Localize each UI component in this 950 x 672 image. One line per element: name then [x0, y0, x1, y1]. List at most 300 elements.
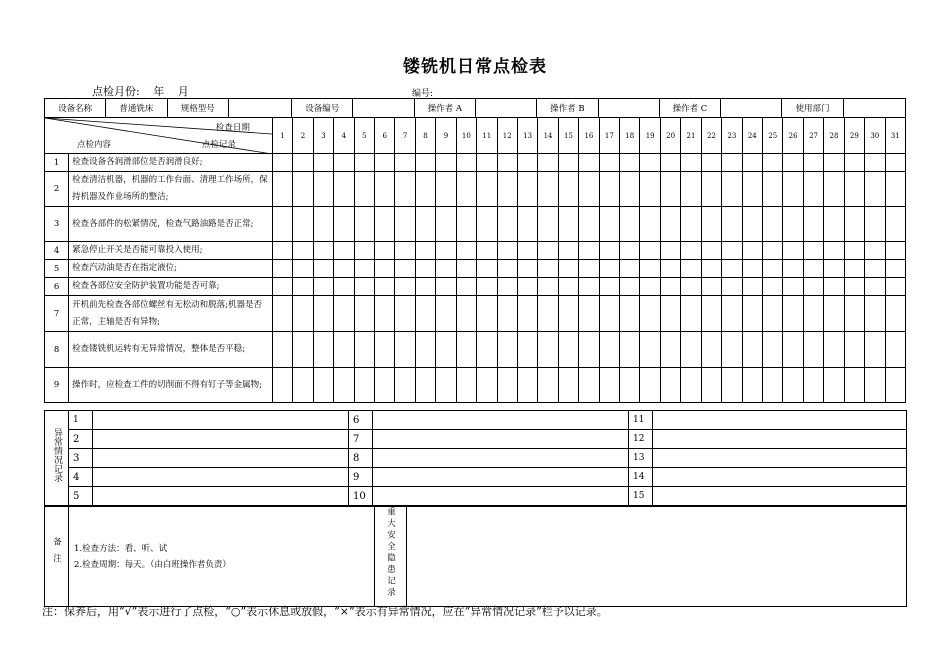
- check-record-cell[interactable]: [762, 172, 782, 207]
- check-record-cell[interactable]: [558, 368, 578, 403]
- check-record-cell[interactable]: [415, 242, 435, 260]
- check-record-cell[interactable]: [354, 172, 374, 207]
- check-record-cell[interactable]: [824, 368, 844, 403]
- check-record-cell[interactable]: [293, 242, 313, 260]
- check-record-cell[interactable]: [762, 368, 782, 403]
- check-record-cell[interactable]: [436, 172, 456, 207]
- check-record-cell[interactable]: [558, 296, 578, 332]
- check-record-cell[interactable]: [272, 368, 292, 403]
- check-record-cell[interactable]: [742, 260, 762, 278]
- check-record-cell[interactable]: [620, 332, 640, 368]
- check-record-cell[interactable]: [313, 332, 333, 368]
- check-record-cell[interactable]: [701, 172, 721, 207]
- check-record-cell[interactable]: [660, 207, 680, 242]
- check-record-cell[interactable]: [456, 260, 476, 278]
- check-record-cell[interactable]: [742, 172, 762, 207]
- check-record-cell[interactable]: [824, 154, 844, 172]
- check-record-cell[interactable]: [415, 260, 435, 278]
- check-record-cell[interactable]: [456, 154, 476, 172]
- check-record-cell[interactable]: [844, 242, 864, 260]
- check-record-cell[interactable]: [701, 242, 721, 260]
- check-record-cell[interactable]: [374, 368, 394, 403]
- check-record-cell[interactable]: [722, 332, 742, 368]
- equipment-name-value[interactable]: 普通铣床: [106, 99, 167, 118]
- check-record-cell[interactable]: [599, 154, 619, 172]
- check-record-cell[interactable]: [803, 242, 823, 260]
- check-record-cell[interactable]: [436, 296, 456, 332]
- check-record-cell[interactable]: [783, 368, 803, 403]
- check-record-cell[interactable]: [681, 278, 701, 296]
- check-record-cell[interactable]: [681, 242, 701, 260]
- check-record-cell[interactable]: [497, 172, 517, 207]
- check-record-cell[interactable]: [374, 296, 394, 332]
- abnormal-record-field[interactable]: [653, 449, 907, 468]
- check-record-cell[interactable]: [415, 296, 435, 332]
- check-record-cell[interactable]: [579, 260, 599, 278]
- check-record-cell[interactable]: [538, 172, 558, 207]
- check-record-cell[interactable]: [803, 154, 823, 172]
- check-record-cell[interactable]: [783, 260, 803, 278]
- check-record-cell[interactable]: [538, 332, 558, 368]
- check-record-cell[interactable]: [783, 154, 803, 172]
- abnormal-record-field[interactable]: [93, 487, 349, 506]
- check-record-cell[interactable]: [579, 368, 599, 403]
- check-record-cell[interactable]: [436, 207, 456, 242]
- check-record-cell[interactable]: [701, 260, 721, 278]
- check-record-cell[interactable]: [844, 296, 864, 332]
- abnormal-record-field[interactable]: [373, 411, 629, 430]
- check-record-cell[interactable]: [599, 296, 619, 332]
- check-record-cell[interactable]: [762, 207, 782, 242]
- check-record-cell[interactable]: [742, 242, 762, 260]
- check-record-cell[interactable]: [742, 332, 762, 368]
- check-record-cell[interactable]: [334, 172, 354, 207]
- department-value[interactable]: [843, 99, 905, 118]
- check-record-cell[interactable]: [374, 278, 394, 296]
- check-record-cell[interactable]: [599, 260, 619, 278]
- check-record-cell[interactable]: [579, 242, 599, 260]
- check-record-cell[interactable]: [599, 207, 619, 242]
- check-record-cell[interactable]: [885, 172, 905, 207]
- check-record-cell[interactable]: [640, 154, 660, 172]
- abnormal-record-field[interactable]: [653, 430, 907, 449]
- check-record-cell[interactable]: [558, 207, 578, 242]
- check-record-cell[interactable]: [803, 332, 823, 368]
- check-record-cell[interactable]: [517, 278, 537, 296]
- check-record-cell[interactable]: [762, 296, 782, 332]
- abnormal-record-field[interactable]: [373, 430, 629, 449]
- check-record-cell[interactable]: [272, 172, 292, 207]
- check-record-cell[interactable]: [742, 154, 762, 172]
- check-record-cell[interactable]: [313, 278, 333, 296]
- check-record-cell[interactable]: [374, 332, 394, 368]
- abnormal-record-field[interactable]: [653, 468, 907, 487]
- check-record-cell[interactable]: [824, 242, 844, 260]
- check-record-cell[interactable]: [640, 242, 660, 260]
- check-record-cell[interactable]: [497, 278, 517, 296]
- check-record-cell[interactable]: [354, 242, 374, 260]
- check-record-cell[interactable]: [865, 260, 885, 278]
- check-record-cell[interactable]: [865, 242, 885, 260]
- check-record-cell[interactable]: [517, 172, 537, 207]
- check-record-cell[interactable]: [374, 242, 394, 260]
- check-record-cell[interactable]: [844, 332, 864, 368]
- check-record-cell[interactable]: [538, 296, 558, 332]
- check-record-cell[interactable]: [783, 278, 803, 296]
- abnormal-record-field[interactable]: [93, 449, 349, 468]
- check-record-cell[interactable]: [803, 368, 823, 403]
- check-record-cell[interactable]: [701, 154, 721, 172]
- check-record-cell[interactable]: [640, 296, 660, 332]
- check-record-cell[interactable]: [742, 368, 762, 403]
- check-record-cell[interactable]: [844, 278, 864, 296]
- check-record-cell[interactable]: [762, 260, 782, 278]
- check-record-cell[interactable]: [844, 172, 864, 207]
- check-record-cell[interactable]: [477, 296, 497, 332]
- check-record-cell[interactable]: [395, 368, 415, 403]
- check-record-cell[interactable]: [374, 172, 394, 207]
- check-record-cell[interactable]: [660, 154, 680, 172]
- check-record-cell[interactable]: [701, 296, 721, 332]
- abnormal-record-field[interactable]: [93, 411, 349, 430]
- check-record-cell[interactable]: [415, 332, 435, 368]
- check-record-cell[interactable]: [762, 278, 782, 296]
- check-record-cell[interactable]: [722, 296, 742, 332]
- check-record-cell[interactable]: [640, 260, 660, 278]
- check-record-cell[interactable]: [579, 172, 599, 207]
- check-record-cell[interactable]: [395, 154, 415, 172]
- check-record-cell[interactable]: [701, 368, 721, 403]
- check-record-cell[interactable]: [497, 154, 517, 172]
- check-record-cell[interactable]: [293, 260, 313, 278]
- check-record-cell[interactable]: [742, 278, 762, 296]
- check-record-cell[interactable]: [415, 154, 435, 172]
- check-record-cell[interactable]: [293, 368, 313, 403]
- check-record-cell[interactable]: [681, 172, 701, 207]
- check-record-cell[interactable]: [579, 278, 599, 296]
- check-record-cell[interactable]: [477, 242, 497, 260]
- check-record-cell[interactable]: [783, 172, 803, 207]
- check-record-cell[interactable]: [293, 332, 313, 368]
- check-record-cell[interactable]: [885, 368, 905, 403]
- check-record-cell[interactable]: [334, 368, 354, 403]
- check-record-cell[interactable]: [293, 296, 313, 332]
- check-record-cell[interactable]: [374, 154, 394, 172]
- check-record-cell[interactable]: [354, 296, 374, 332]
- abnormal-record-field[interactable]: [653, 487, 907, 506]
- check-record-cell[interactable]: [517, 332, 537, 368]
- check-record-cell[interactable]: [885, 278, 905, 296]
- check-record-cell[interactable]: [824, 207, 844, 242]
- check-record-cell[interactable]: [354, 260, 374, 278]
- check-record-cell[interactable]: [681, 332, 701, 368]
- check-record-cell[interactable]: [681, 368, 701, 403]
- check-record-cell[interactable]: [354, 154, 374, 172]
- check-record-cell[interactable]: [783, 207, 803, 242]
- check-record-cell[interactable]: [620, 278, 640, 296]
- check-record-cell[interactable]: [538, 154, 558, 172]
- check-record-cell[interactable]: [660, 332, 680, 368]
- check-record-cell[interactable]: [660, 242, 680, 260]
- check-record-cell[interactable]: [660, 260, 680, 278]
- check-record-cell[interactable]: [456, 172, 476, 207]
- check-record-cell[interactable]: [640, 368, 660, 403]
- check-record-cell[interactable]: [701, 278, 721, 296]
- check-record-cell[interactable]: [824, 172, 844, 207]
- check-record-cell[interactable]: [497, 296, 517, 332]
- check-record-cell[interactable]: [497, 368, 517, 403]
- check-record-cell[interactable]: [334, 332, 354, 368]
- check-record-cell[interactable]: [844, 260, 864, 278]
- check-record-cell[interactable]: [640, 332, 660, 368]
- check-record-cell[interactable]: [722, 278, 742, 296]
- abnormal-record-field[interactable]: [373, 487, 629, 506]
- check-record-cell[interactable]: [334, 242, 354, 260]
- check-record-cell[interactable]: [660, 368, 680, 403]
- check-record-cell[interactable]: [579, 207, 599, 242]
- check-record-cell[interactable]: [803, 207, 823, 242]
- check-record-cell[interactable]: [865, 296, 885, 332]
- check-record-cell[interactable]: [865, 278, 885, 296]
- check-record-cell[interactable]: [599, 242, 619, 260]
- check-record-cell[interactable]: [272, 260, 292, 278]
- check-record-cell[interactable]: [313, 296, 333, 332]
- check-record-cell[interactable]: [354, 207, 374, 242]
- check-record-cell[interactable]: [517, 242, 537, 260]
- check-record-cell[interactable]: [415, 207, 435, 242]
- check-record-cell[interactable]: [415, 172, 435, 207]
- check-record-cell[interactable]: [803, 278, 823, 296]
- check-record-cell[interactable]: [803, 172, 823, 207]
- abnormal-record-field[interactable]: [93, 430, 349, 449]
- check-record-cell[interactable]: [436, 242, 456, 260]
- check-record-cell[interactable]: [599, 278, 619, 296]
- check-record-cell[interactable]: [885, 207, 905, 242]
- check-record-cell[interactable]: [783, 296, 803, 332]
- check-record-cell[interactable]: [865, 368, 885, 403]
- check-record-cell[interactable]: [313, 172, 333, 207]
- check-record-cell[interactable]: [538, 207, 558, 242]
- check-record-cell[interactable]: [436, 154, 456, 172]
- check-record-cell[interactable]: [824, 278, 844, 296]
- check-record-cell[interactable]: [313, 260, 333, 278]
- check-record-cell[interactable]: [456, 296, 476, 332]
- check-record-cell[interactable]: [436, 368, 456, 403]
- check-record-cell[interactable]: [497, 332, 517, 368]
- check-record-cell[interactable]: [334, 207, 354, 242]
- check-record-cell[interactable]: [885, 154, 905, 172]
- check-record-cell[interactable]: [395, 260, 415, 278]
- check-record-cell[interactable]: [660, 278, 680, 296]
- check-record-cell[interactable]: [762, 242, 782, 260]
- check-record-cell[interactable]: [415, 368, 435, 403]
- abnormal-record-field[interactable]: [373, 449, 629, 468]
- check-record-cell[interactable]: [579, 332, 599, 368]
- check-record-cell[interactable]: [477, 260, 497, 278]
- check-record-cell[interactable]: [681, 260, 701, 278]
- check-record-cell[interactable]: [538, 278, 558, 296]
- check-record-cell[interactable]: [293, 278, 313, 296]
- check-record-cell[interactable]: [620, 296, 640, 332]
- check-record-cell[interactable]: [538, 242, 558, 260]
- check-record-cell[interactable]: [517, 368, 537, 403]
- check-record-cell[interactable]: [762, 332, 782, 368]
- check-record-cell[interactable]: [477, 207, 497, 242]
- check-record-cell[interactable]: [517, 154, 537, 172]
- check-record-cell[interactable]: [538, 368, 558, 403]
- check-record-cell[interactable]: [722, 172, 742, 207]
- check-record-cell[interactable]: [660, 296, 680, 332]
- check-record-cell[interactable]: [272, 332, 292, 368]
- check-record-cell[interactable]: [742, 207, 762, 242]
- check-record-cell[interactable]: [579, 154, 599, 172]
- check-record-cell[interactable]: [579, 296, 599, 332]
- check-record-cell[interactable]: [293, 154, 313, 172]
- abnormal-record-field[interactable]: [373, 468, 629, 487]
- check-record-cell[interactable]: [272, 242, 292, 260]
- check-record-cell[interactable]: [865, 154, 885, 172]
- check-record-cell[interactable]: [803, 260, 823, 278]
- check-record-cell[interactable]: [722, 242, 742, 260]
- check-record-cell[interactable]: [783, 332, 803, 368]
- check-record-cell[interactable]: [477, 172, 497, 207]
- check-record-cell[interactable]: [517, 260, 537, 278]
- check-record-cell[interactable]: [374, 260, 394, 278]
- check-record-cell[interactable]: [354, 278, 374, 296]
- check-record-cell[interactable]: [517, 207, 537, 242]
- check-record-cell[interactable]: [701, 207, 721, 242]
- check-record-cell[interactable]: [620, 260, 640, 278]
- check-record-cell[interactable]: [374, 207, 394, 242]
- check-record-cell[interactable]: [456, 278, 476, 296]
- check-record-cell[interactable]: [354, 368, 374, 403]
- check-record-cell[interactable]: [885, 260, 905, 278]
- check-record-cell[interactable]: [844, 207, 864, 242]
- check-record-cell[interactable]: [824, 260, 844, 278]
- check-record-cell[interactable]: [538, 260, 558, 278]
- model-value[interactable]: [228, 99, 291, 118]
- check-record-cell[interactable]: [334, 260, 354, 278]
- check-record-cell[interactable]: [742, 296, 762, 332]
- check-record-cell[interactable]: [395, 278, 415, 296]
- check-record-cell[interactable]: [456, 368, 476, 403]
- check-record-cell[interactable]: [824, 296, 844, 332]
- abnormal-record-field[interactable]: [93, 468, 349, 487]
- check-record-cell[interactable]: [272, 296, 292, 332]
- check-record-cell[interactable]: [620, 154, 640, 172]
- equipment-no-value[interactable]: [353, 99, 414, 118]
- check-record-cell[interactable]: [558, 154, 578, 172]
- check-record-cell[interactable]: [558, 260, 578, 278]
- check-record-cell[interactable]: [272, 207, 292, 242]
- check-record-cell[interactable]: [783, 242, 803, 260]
- check-record-cell[interactable]: [558, 332, 578, 368]
- check-record-cell[interactable]: [885, 296, 905, 332]
- check-record-cell[interactable]: [844, 368, 864, 403]
- check-record-cell[interactable]: [722, 260, 742, 278]
- operator-c-value[interactable]: [721, 99, 782, 118]
- check-record-cell[interactable]: [885, 332, 905, 368]
- check-record-cell[interactable]: [722, 368, 742, 403]
- check-record-cell[interactable]: [640, 278, 660, 296]
- check-record-cell[interactable]: [701, 332, 721, 368]
- check-record-cell[interactable]: [640, 207, 660, 242]
- check-record-cell[interactable]: [395, 207, 415, 242]
- hazard-record-field[interactable]: [407, 507, 907, 607]
- check-record-cell[interactable]: [620, 242, 640, 260]
- check-record-cell[interactable]: [334, 296, 354, 332]
- check-record-cell[interactable]: [824, 332, 844, 368]
- check-record-cell[interactable]: [558, 242, 578, 260]
- check-record-cell[interactable]: [558, 172, 578, 207]
- check-record-cell[interactable]: [517, 296, 537, 332]
- check-record-cell[interactable]: [456, 332, 476, 368]
- abnormal-record-field[interactable]: [653, 411, 907, 430]
- check-record-cell[interactable]: [313, 242, 333, 260]
- check-record-cell[interactable]: [497, 242, 517, 260]
- check-record-cell[interactable]: [334, 278, 354, 296]
- check-record-cell[interactable]: [456, 242, 476, 260]
- check-record-cell[interactable]: [436, 332, 456, 368]
- check-record-cell[interactable]: [456, 207, 476, 242]
- operator-b-value[interactable]: [598, 99, 659, 118]
- check-record-cell[interactable]: [865, 172, 885, 207]
- check-record-cell[interactable]: [497, 207, 517, 242]
- check-record-cell[interactable]: [313, 368, 333, 403]
- check-record-cell[interactable]: [599, 368, 619, 403]
- operator-a-value[interactable]: [475, 99, 536, 118]
- check-record-cell[interactable]: [354, 332, 374, 368]
- check-record-cell[interactable]: [681, 154, 701, 172]
- check-record-cell[interactable]: [436, 260, 456, 278]
- check-record-cell[interactable]: [681, 296, 701, 332]
- check-record-cell[interactable]: [477, 154, 497, 172]
- check-record-cell[interactable]: [395, 172, 415, 207]
- check-record-cell[interactable]: [803, 296, 823, 332]
- check-record-cell[interactable]: [599, 172, 619, 207]
- check-record-cell[interactable]: [477, 278, 497, 296]
- check-record-cell[interactable]: [681, 207, 701, 242]
- check-record-cell[interactable]: [415, 278, 435, 296]
- check-record-cell[interactable]: [293, 172, 313, 207]
- check-record-cell[interactable]: [558, 278, 578, 296]
- check-record-cell[interactable]: [620, 368, 640, 403]
- check-record-cell[interactable]: [313, 207, 333, 242]
- check-record-cell[interactable]: [844, 154, 864, 172]
- check-record-cell[interactable]: [620, 207, 640, 242]
- check-record-cell[interactable]: [395, 332, 415, 368]
- check-record-cell[interactable]: [660, 172, 680, 207]
- check-record-cell[interactable]: [395, 296, 415, 332]
- check-record-cell[interactable]: [640, 172, 660, 207]
- check-record-cell[interactable]: [722, 154, 742, 172]
- check-record-cell[interactable]: [334, 154, 354, 172]
- check-record-cell[interactable]: [885, 242, 905, 260]
- check-record-cell[interactable]: [865, 332, 885, 368]
- check-record-cell[interactable]: [599, 332, 619, 368]
- check-record-cell[interactable]: [293, 207, 313, 242]
- check-record-cell[interactable]: [865, 207, 885, 242]
- check-record-cell[interactable]: [272, 154, 292, 172]
- check-record-cell[interactable]: [620, 172, 640, 207]
- check-record-cell[interactable]: [497, 260, 517, 278]
- check-record-cell[interactable]: [395, 242, 415, 260]
- check-record-cell[interactable]: [272, 278, 292, 296]
- check-record-cell[interactable]: [762, 154, 782, 172]
- check-record-cell[interactable]: [477, 332, 497, 368]
- check-record-cell[interactable]: [722, 207, 742, 242]
- check-record-cell[interactable]: [436, 278, 456, 296]
